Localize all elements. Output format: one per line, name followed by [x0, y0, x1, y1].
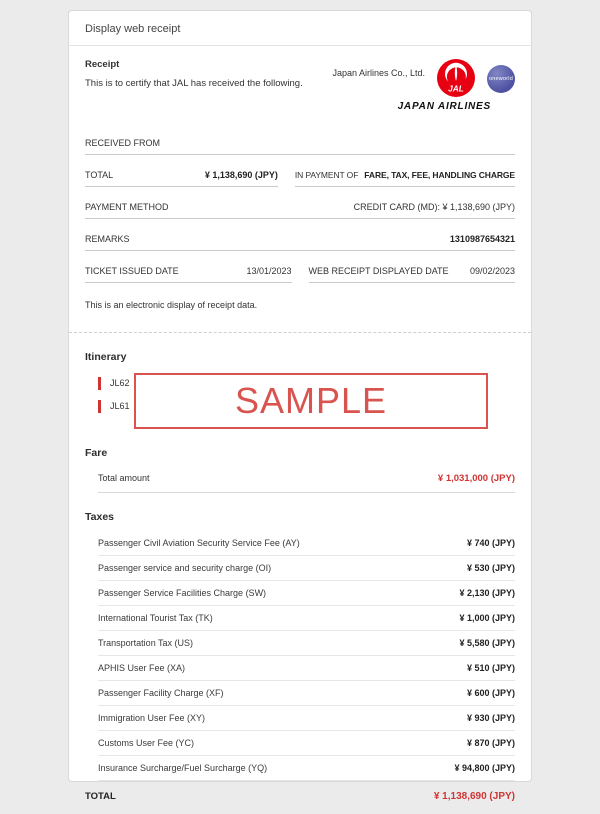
grand-total-row — [85, 781, 515, 814]
in-payment-of-label: IN PAYMENT OF — [294, 170, 359, 180]
ticket-issued-date-value: 13/01/2023 — [246, 266, 292, 276]
tax-value: ¥ 1,000 (JPY) — [459, 613, 515, 623]
oneworld-logo-text: oneworld — [489, 76, 513, 82]
web-receipt-date-label: WEB RECEIPT DISPLAYED DATE — [308, 266, 449, 276]
receipt-summary — [85, 138, 515, 310]
total-label: TOTAL — [85, 170, 114, 180]
web-receipt-date-row — [309, 266, 516, 283]
tax-label: Customs User Fee (YC) — [98, 738, 195, 748]
total-value: ¥ 1,138,690 (JPY) — [204, 170, 278, 180]
sample-watermark-text: SAMPLE — [234, 380, 388, 421]
receipt-heading: Receipt — [85, 59, 120, 70]
section-divider — [69, 332, 531, 333]
tax-row — [98, 756, 515, 781]
receipt-header-right — [332, 59, 515, 112]
receipt-header — [85, 59, 515, 112]
tax-row — [98, 606, 515, 631]
page-title: Display web receipt — [69, 11, 531, 46]
tax-value: ¥ 94,800 (JPY) — [454, 763, 515, 773]
remarks-label: REMARKS — [85, 234, 130, 244]
taxes-heading: Taxes — [85, 511, 114, 523]
tax-value: ¥ 510 (JPY) — [466, 663, 515, 673]
tax-value: ¥ 530 (JPY) — [466, 563, 515, 573]
received-from-label: RECEIVED FROM — [85, 138, 161, 148]
ticket-issued-date-row — [85, 266, 292, 283]
tax-row — [98, 631, 515, 656]
tax-label: Passenger Facility Charge (XF) — [98, 688, 224, 698]
company-name: Japan Airlines Co., Ltd. — [332, 68, 425, 78]
tax-row — [98, 656, 515, 681]
in-payment-of-row — [295, 170, 515, 187]
tax-value: ¥ 5,580 (JPY) — [459, 638, 515, 648]
electronic-display-note: This is an electronic display of receipt data. — [85, 300, 258, 310]
tax-label: Transportation Tax (US) — [98, 638, 194, 648]
itinerary-heading: Itinerary — [85, 351, 127, 363]
flight-number: JL61 — [110, 401, 130, 411]
flight-number: JL62 — [110, 378, 130, 388]
tax-row — [98, 706, 515, 731]
tax-row — [98, 731, 515, 756]
web-receipt-date-value: 09/02/2023 — [469, 266, 515, 276]
tax-label: Passenger Civil Aviation Security Service Fee (AY) — [98, 538, 300, 548]
tax-value: ¥ 2,130 (JPY) — [459, 588, 515, 598]
oneworld-logo-icon — [487, 65, 515, 93]
tax-row — [98, 556, 515, 581]
jal-logo-icon — [437, 59, 475, 97]
remarks-value: 1310987654321 — [449, 234, 515, 244]
total-row — [85, 170, 278, 187]
jal-logo-text: JAL — [448, 83, 464, 94]
receipt-card — [68, 10, 532, 802]
fare-heading: Fare — [85, 447, 108, 459]
payment-method-row — [85, 202, 515, 219]
tax-value: ¥ 740 (JPY) — [466, 538, 515, 548]
logo-row — [332, 59, 515, 97]
jal-wordmark: JAPAN AIRLINES — [397, 101, 491, 112]
tax-row — [98, 581, 515, 606]
fare-total-label: Total amount — [98, 473, 150, 483]
receipt-header-left — [85, 59, 303, 112]
itinerary-body — [85, 377, 515, 429]
tax-label: APHIS User Fee (XA) — [98, 663, 186, 673]
fare-total-value: ¥ 1,031,000 (JPY) — [437, 473, 515, 484]
fare-total-row — [98, 473, 515, 493]
payment-method-label: PAYMENT METHOD — [85, 202, 169, 212]
tax-value: ¥ 600 (JPY) — [466, 688, 515, 698]
tax-value: ¥ 870 (JPY) — [466, 738, 515, 748]
ticket-issued-date-label: TICKET ISSUED DATE — [85, 266, 179, 276]
received-from-row — [85, 138, 515, 155]
tax-label: International Tourist Tax (TK) — [98, 613, 213, 623]
tax-label: Insurance Surcharge/Fuel Surcharge (YQ) — [98, 763, 268, 773]
tax-label: Passenger Service Facilities Charge (SW) — [98, 588, 267, 598]
tax-value: ¥ 930 (JPY) — [466, 713, 515, 723]
tax-table — [85, 531, 515, 781]
tax-label: Immigration User Fee (XY) — [98, 713, 206, 723]
grand-total-label: TOTAL — [85, 791, 116, 802]
payment-method-value: CREDIT CARD (MD): ¥ 1,138,690 (JPY) — [353, 202, 515, 212]
tax-row — [98, 681, 515, 706]
grand-total-value: ¥ 1,138,690 (JPY) — [433, 791, 515, 802]
remarks-row — [85, 234, 515, 251]
sample-watermark — [134, 373, 488, 429]
tax-label: Passenger service and security charge (OI) — [98, 563, 272, 573]
certify-text: This is to certify that JAL has received the following. — [85, 78, 303, 89]
tax-row — [98, 531, 515, 556]
in-payment-of-value: FARE, TAX, FEE, HANDLING CHARGE — [364, 170, 515, 180]
